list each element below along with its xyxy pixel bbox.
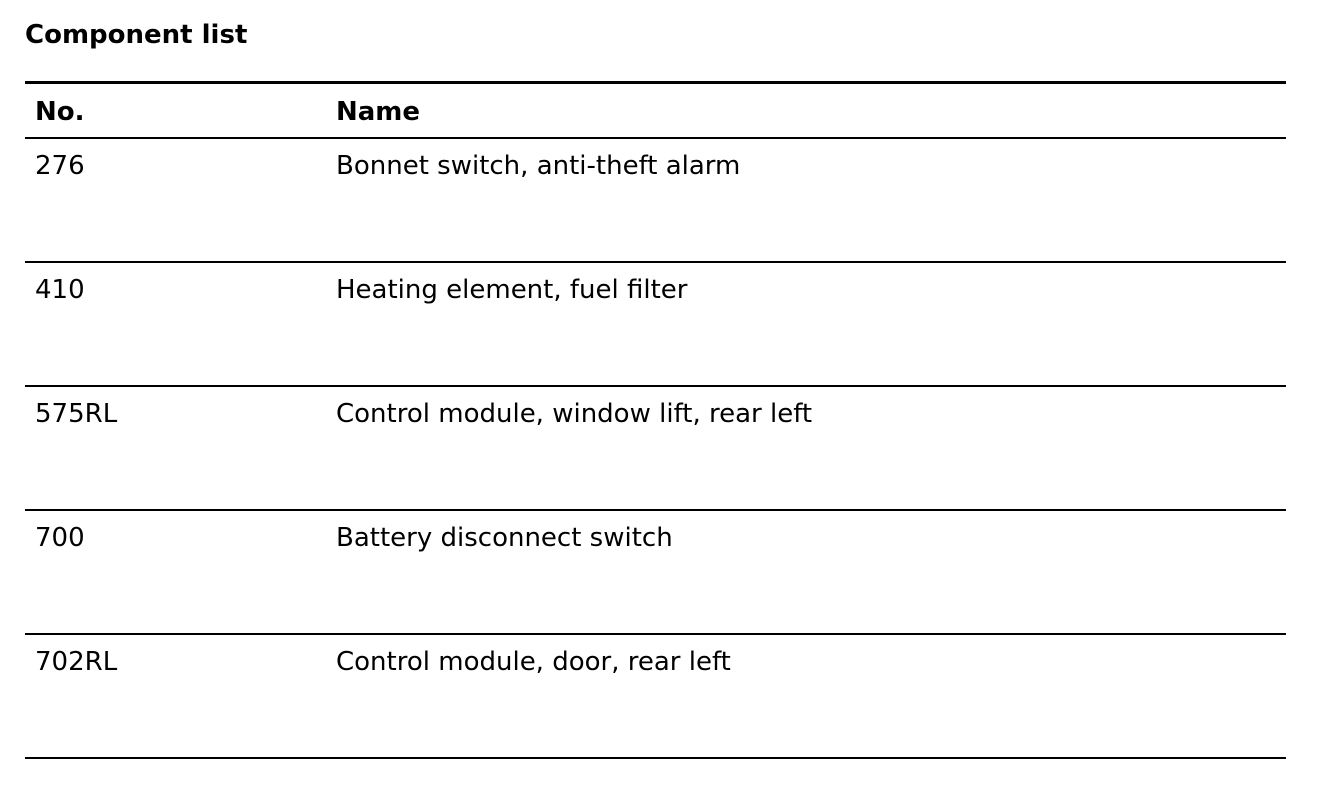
component-number: 702RL: [35, 646, 118, 677]
table-body: [25, 138, 1286, 758]
component-table: [25, 81, 1286, 759]
component-number: 276: [35, 150, 85, 181]
column-header-no: No.: [35, 97, 85, 127]
table-row: [25, 510, 1286, 634]
table-row: [25, 262, 1286, 386]
component-name: Battery disconnect switch: [336, 522, 673, 553]
table-row: [25, 634, 1286, 758]
table-row: [25, 138, 1286, 262]
component-name: Bonnet switch, anti-theft alarm: [336, 150, 741, 181]
table-header-row: [25, 83, 1286, 138]
component-name: Control module, door, rear left: [336, 646, 731, 677]
table-row: [25, 386, 1286, 510]
column-header-name: Name: [336, 97, 421, 127]
component-number: 575RL: [35, 398, 118, 429]
component-number: 700: [35, 522, 85, 553]
component-name: Heating element, fuel filter: [336, 274, 688, 305]
table-header: [25, 83, 1286, 138]
component-name: Control module, window lift, rear left: [336, 398, 813, 429]
component-number: 410: [35, 274, 85, 305]
page-title: Component list: [25, 20, 248, 50]
